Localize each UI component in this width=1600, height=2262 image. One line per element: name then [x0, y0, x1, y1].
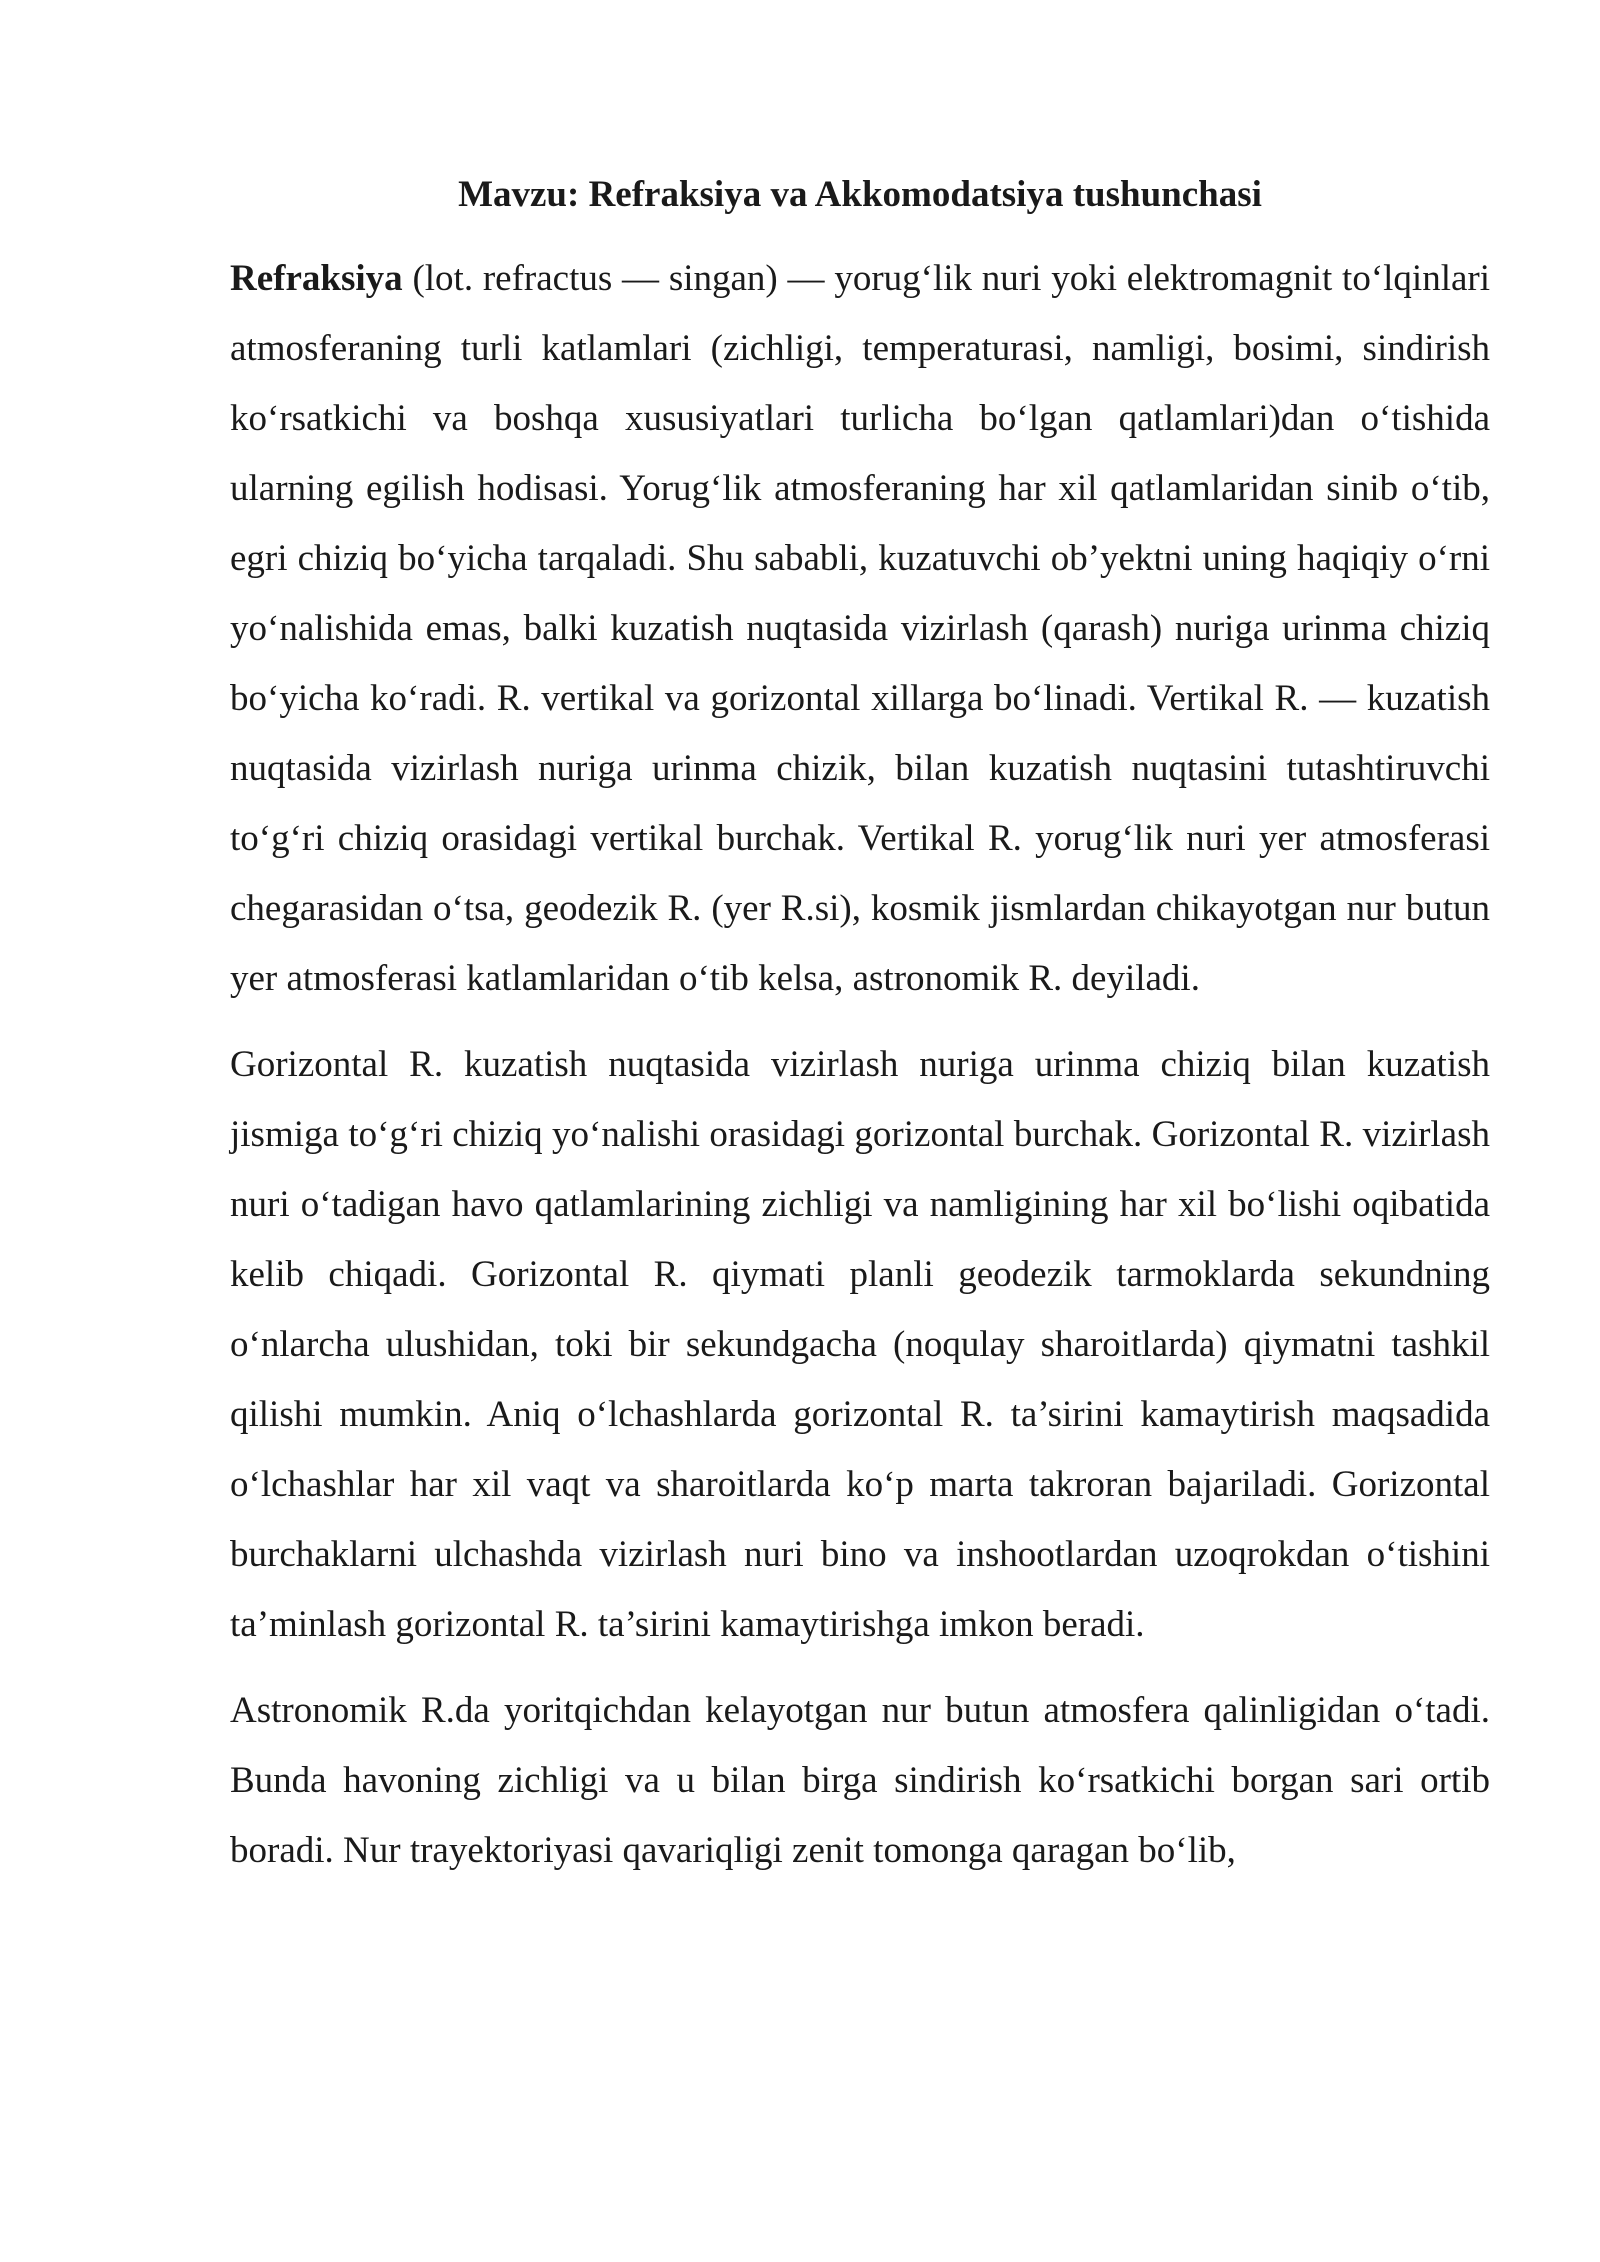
paragraph-refraction-definition	[230, 244, 1490, 1014]
document-title: Mavzu: Refraksiya va Akkomodatsiya tushunchasi	[458, 174, 1262, 215]
document-body	[230, 160, 1490, 1886]
paragraph-horizontal-refraction: Gorizontal R. kuzatish nuqtasida vizirlash nuriga urinma chiziq bilan kuzatish jismiga to‘g‘ri chiziq yo‘nalishi orasidagi gorizontal burchak. Gorizontal R. vizirlash nuri o‘tadigan havo qatlamlarining zichligi va namligining har xil bo‘lishi oqibatida kelib chiqadi. Gorizontal R. qiymati planli geodezik tarmoklarda sekundning o‘nlarcha ulushidan, toki bir sekundgacha (noqulay sharoitlarda) qiymatni tashkil qilishi mumkin. Aniq o‘lchashlarda gorizontal R. ta’sirini kamaytirish maqsadida o‘lchashlar har xil vaqt va sharoitlarda ko‘p marta takroran bajariladi. Gorizontal burchaklarni ulchashda vizirlash nuri bino va inshootlardan uzoqrokdan o‘tishini ta’minlash gorizontal R. ta’sirini kamaytirishga imkon beradi.	[230, 1044, 1490, 1645]
paragraph-text: (lot. refractus — singan) — yorug‘lik nuri yoki elektromagnit to‘lqinlari atmosferaning turli katlamlari (zichligi, temperaturasi, namligi, bosimi, sindirish ko‘rsatkichi va boshqa xususiyatlari turlicha bo‘lgan qatlamlari)dan o‘tishida ularning egilish hodisasi. Yorug‘lik atmosferaning har xil qatlamlaridan sinib o‘tib, egri chiziq bo‘yicha tarqaladi. Shu sababli, kuzatuvchi ob’yektni uning haqiqiy o‘rni yo‘nalishida emas, balki kuzatish nuqtasida vizirlash (qarash) nuriga urinma chiziq bo‘yicha ko‘radi. R. vertikal va gorizontal xillarga bo‘linadi. Vertikal R. — kuzatish nuqtasida vizirlash nuriga urinma chizik, bilan kuzatish nuqtasini tutashtiruvchi to‘g‘ri chiziq orasidagi vertikal burchak. Vertikal R. yorug‘lik nuri yer atmosferasi chegarasidan o‘tsa, geodezik R. (yer R.si), kosmik jismlardan chikayotgan nur butun yer atmosferasi katlamlaridan o‘tib kelsa, astronomik R. deyiladi.	[230, 258, 1490, 999]
paragraph-astronomical-refraction: Astronomik R.da yoritqichdan kelayotgan nur butun atmosfera qalinligidan o‘tadi. Bunda havoning zichligi va u bilan birga sindirish ko‘rsatkichi borgan sari ortib boradi. Nur trayektoriyasi qavariqligi zenit tomonga qaragan bo‘lib,	[230, 1690, 1490, 1871]
term-refraksiya: Refraksiya	[230, 258, 403, 299]
